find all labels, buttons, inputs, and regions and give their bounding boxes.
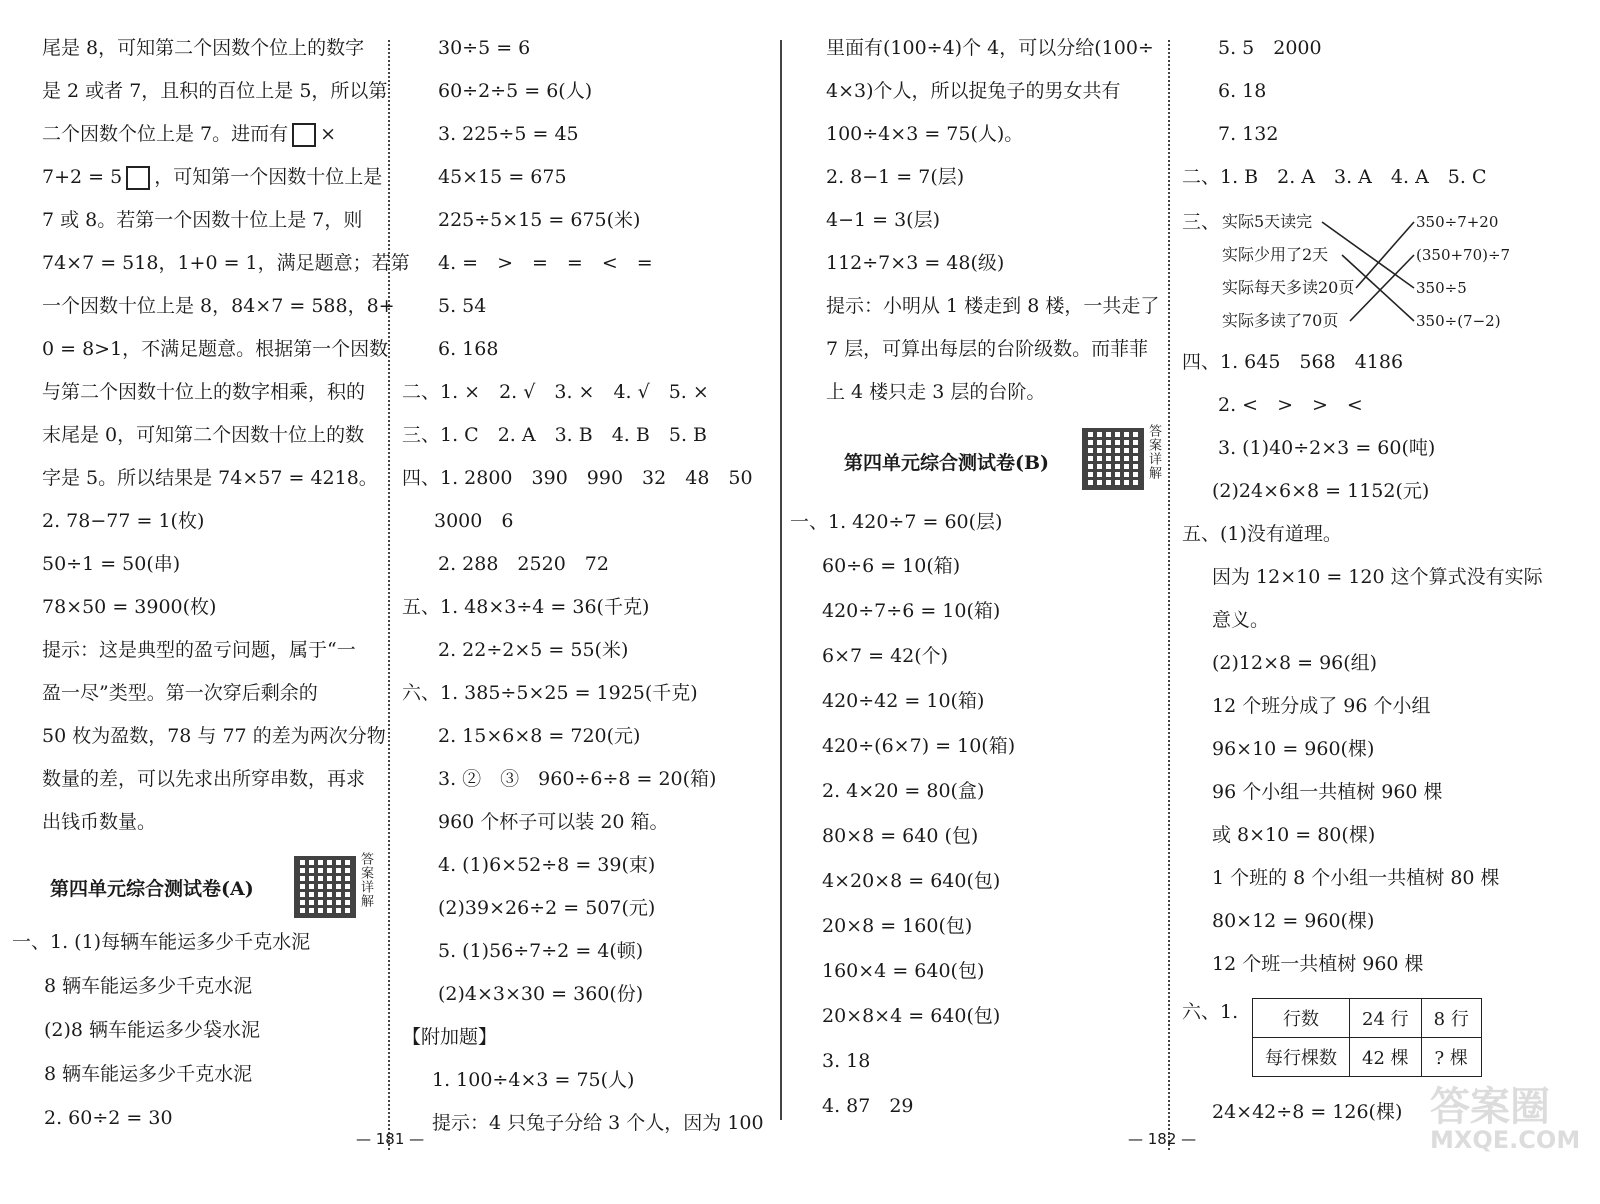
text-line: 45×15 = 675: [438, 166, 567, 188]
text-line: 3. 18: [822, 1050, 871, 1072]
text-line: 2. 4×20 = 80(盒): [822, 780, 985, 802]
text-line: 30÷5 = 6: [438, 37, 531, 59]
text-line: 提示：小明从 1 楼走到 8 楼，一共走了: [826, 295, 1160, 317]
text-line: 8 辆车能运多少千克水泥: [44, 975, 253, 997]
text-line: 三、1. C 2. A 3. B 4. B 5. B: [402, 424, 707, 446]
text-line: 225÷5×15 = 675(米): [438, 209, 641, 231]
watermark: [1430, 1075, 1580, 1154]
text-line: 【附加题】: [402, 1026, 498, 1048]
text-line: 是 2 或者 7，且积的百位上是 5，所以第: [42, 80, 388, 102]
text-line: 5. (1)56÷7÷2 = 4(顿): [438, 940, 644, 962]
text-line: 2. 288 2520 72: [438, 553, 609, 575]
match-right-item: 350÷5: [1416, 279, 1467, 297]
text-line: 78×50 = 3900(枚): [42, 596, 217, 618]
match-line: [1356, 222, 1414, 288]
text-line: 4. = > = = < =: [438, 252, 653, 274]
text-line: 五、(1)没有道理。: [1182, 523, 1342, 545]
text-line: 4×20×8 = 640(包): [822, 870, 1001, 892]
text-line: 420÷42 = 10(箱): [822, 690, 985, 712]
text-line: 3. (1)40÷2×3 = 60(吨): [1218, 437, 1436, 459]
text-line: 4−1 = 3(层): [826, 209, 941, 231]
text-line: (2)4×3×30 = 360(份): [438, 983, 644, 1005]
text-line: 盈一尽”类型。第一次穿后剩余的: [42, 682, 318, 704]
text-line: 一、1. (1)每辆车能运多少千克水泥: [12, 931, 311, 953]
text-line: 960 个杯子可以装 20 箱。: [438, 811, 669, 833]
text-line: 意义。: [1212, 609, 1270, 631]
text-line: 7 或 8。若第一个因数十位上是 7，则: [42, 209, 363, 231]
text-line: 60÷6 = 10(箱): [822, 555, 961, 577]
table-row: [1253, 1038, 1482, 1077]
table-row: [1253, 999, 1482, 1038]
text-line: 74×7 = 518，1+0 = 1，满足题意；若第: [42, 252, 410, 274]
watermark-text: 答案圈: [1430, 1084, 1550, 1130]
text-line: 0 = 8>1，不满足题意。根据第一个因数: [42, 338, 389, 360]
text-line: 2. 78−77 = 1(枚): [42, 510, 205, 532]
qr-label: 答案详解: [358, 852, 373, 908]
text-line: 60÷2÷5 = 6(人): [438, 80, 593, 102]
section-title-a: 第四单元综合测试卷(A): [50, 878, 254, 900]
text-line: 80×12 = 960(棵): [1212, 910, 1375, 932]
text-line: 12 个班一共植树 960 棵: [1212, 953, 1424, 975]
text-line: 420÷7÷6 = 10(箱): [822, 600, 1001, 622]
text-line: 7 层，可算出每层的台阶级数。而菲菲: [826, 338, 1149, 360]
text-line: 112÷7×3 = 48(级): [826, 252, 1005, 274]
table-cell: ? 棵: [1421, 1038, 1481, 1077]
section-prefix: 三、: [1182, 211, 1221, 233]
text-line: 2. 8−1 = 7(层): [826, 166, 965, 188]
text-line: 里面有(100÷4)个 4，可以分给(100÷: [826, 37, 1154, 59]
text-line: 2. 60÷2 = 30: [44, 1107, 173, 1129]
text-line: 1. 100÷4×3 = 75(人): [432, 1069, 635, 1091]
text-line: 6×7 = 42(个): [822, 645, 949, 667]
text-line: 二、1. B 2. A 3. A 4. A 5. C: [1182, 166, 1487, 188]
match-right-item: (350+70)÷7: [1416, 246, 1511, 264]
text-line: 1 个班的 8 个小组一共植树 80 棵: [1212, 867, 1500, 889]
text-line: 四、1. 645 568 4186: [1182, 351, 1404, 373]
match-left-item: 实际每天多读20页: [1222, 278, 1355, 297]
text-line: 六、1. 385÷5×25 = 1925(千克): [402, 682, 698, 704]
table-cell: 行数: [1253, 999, 1350, 1038]
text-line: 50 枚为盈数，78 与 77 的差为两次分物: [42, 725, 386, 747]
text-line: 出钱币数量。: [42, 811, 157, 833]
text-line: 7+2 = 5 ，可知第一个因数十位上是: [42, 166, 383, 188]
text-line: (2)12×8 = 96(组): [1212, 652, 1378, 674]
text-line: 五、1. 48×3÷4 = 36(千克): [402, 596, 650, 618]
match-line: [1342, 255, 1414, 321]
page-number-right: — 182 —: [1128, 1130, 1197, 1148]
match-right-item: 350÷7+20: [1416, 213, 1499, 231]
text-line: 数量的差，可以先求出所穿串数，再求: [42, 768, 366, 790]
text-line: (2)8 辆车能运多少袋水泥: [44, 1019, 261, 1041]
match-left-item: 实际5天读完: [1222, 212, 1313, 231]
text-line: 7. 132: [1218, 123, 1279, 145]
page-number-left: — 181 —: [356, 1130, 425, 1148]
text-line: 2. < > > <: [1218, 394, 1363, 416]
text-line: (2)39×26÷2 = 507(元): [438, 897, 656, 919]
text-line: 96 个小组一共植树 960 棵: [1212, 781, 1443, 803]
match-right-item: 350÷(7−2): [1416, 312, 1501, 330]
text-line: 6. 168: [438, 338, 499, 360]
match-left-item: 实际多读了70页: [1222, 311, 1339, 330]
text-line: 20×8 = 160(包): [822, 915, 973, 937]
text-line: 提示：这是典型的盈亏问题，属于“一: [42, 639, 356, 661]
text-line: 8 辆车能运多少千克水泥: [44, 1063, 253, 1085]
match-left-item: 实际少用了2天: [1222, 245, 1329, 264]
section-prefix: 六、1.: [1182, 1001, 1239, 1023]
text-line: 20×8×4 = 640(包): [822, 1005, 1001, 1027]
text-line: 因为 12×10 = 120 这个算式没有实际: [1212, 566, 1543, 588]
text-line: (2)24×6×8 = 1152(元): [1212, 480, 1430, 502]
text-line: 与第二个因数十位上的数字相乘，积的: [42, 381, 366, 403]
text-line: 字是 5。所以结果是 74×57 = 4218。: [42, 467, 378, 489]
text-line: 二、1. × 2. √ 3. × 4. √ 5. ×: [402, 381, 709, 403]
text-line: 一、1. 420÷7 = 60(层): [790, 511, 1003, 533]
text-line: 4. (1)6×52÷8 = 39(束): [438, 854, 656, 876]
table-cell: 8 行: [1421, 999, 1481, 1038]
text-line: 4×3)个人，所以捉兔子的男女共有: [826, 80, 1121, 102]
text-line: 100÷4×3 = 75(人)。: [826, 123, 1024, 145]
table-cell: 每行棵数: [1253, 1038, 1350, 1077]
text-line: 一个因数十位上是 8，84×7 = 588，8+: [42, 295, 395, 317]
text-line: 尾是 8，可知第二个因数个位上的数字: [42, 37, 365, 59]
text-line: 5. 5 2000: [1218, 37, 1322, 59]
watermark-url: MXQE.COM: [1430, 1126, 1581, 1154]
text-line: 二个因数个位上是 7。进而有 ×: [42, 123, 337, 145]
table-cell: 24 行: [1350, 999, 1422, 1038]
section-title-b: 第四单元综合测试卷(B): [844, 452, 1050, 474]
text-line: 24×42÷8 = 126(棵): [1212, 1101, 1403, 1123]
text-line: 上 4 楼只走 3 层的台阶。: [826, 381, 1046, 403]
text-line: 3000 6: [434, 510, 514, 532]
text-line: 2. 15×6×8 = 720(元): [438, 725, 641, 747]
text-line: 2. 22÷2×5 = 55(米): [438, 639, 629, 661]
answer-table: [1252, 998, 1482, 1077]
text-line: 50÷1 = 50(串): [42, 553, 181, 575]
text-line: 提示：4 只兔子分给 3 个人，因为 100: [432, 1112, 764, 1134]
text-line: 末尾是 0，可知第二个因数十位上的数: [42, 424, 365, 446]
text-line: 3. 225÷5 = 45: [438, 123, 579, 145]
text-line: 80×8 = 640 (包): [822, 825, 979, 847]
text-line: 5. 54: [438, 295, 487, 317]
text-line: 4. 87 29: [822, 1095, 914, 1117]
table-cell: 42 棵: [1350, 1038, 1422, 1077]
text-line: 四、1. 2800 390 990 32 48 50: [402, 467, 753, 489]
text-line: 160×4 = 640(包): [822, 960, 985, 982]
text-line: 420÷(6×7) = 10(箱): [822, 735, 1016, 757]
text-line: 96×10 = 960(棵): [1212, 738, 1375, 760]
text-line: 12 个班分成了 96 个小组: [1212, 695, 1431, 717]
text-line: 或 8×10 = 80(棵): [1212, 824, 1376, 846]
qr-label: 答案详解: [1146, 424, 1161, 480]
text-line: 6. 18: [1218, 80, 1267, 102]
text-line: 3. ② ③ 960÷6÷8 = 20(箱): [438, 768, 717, 790]
